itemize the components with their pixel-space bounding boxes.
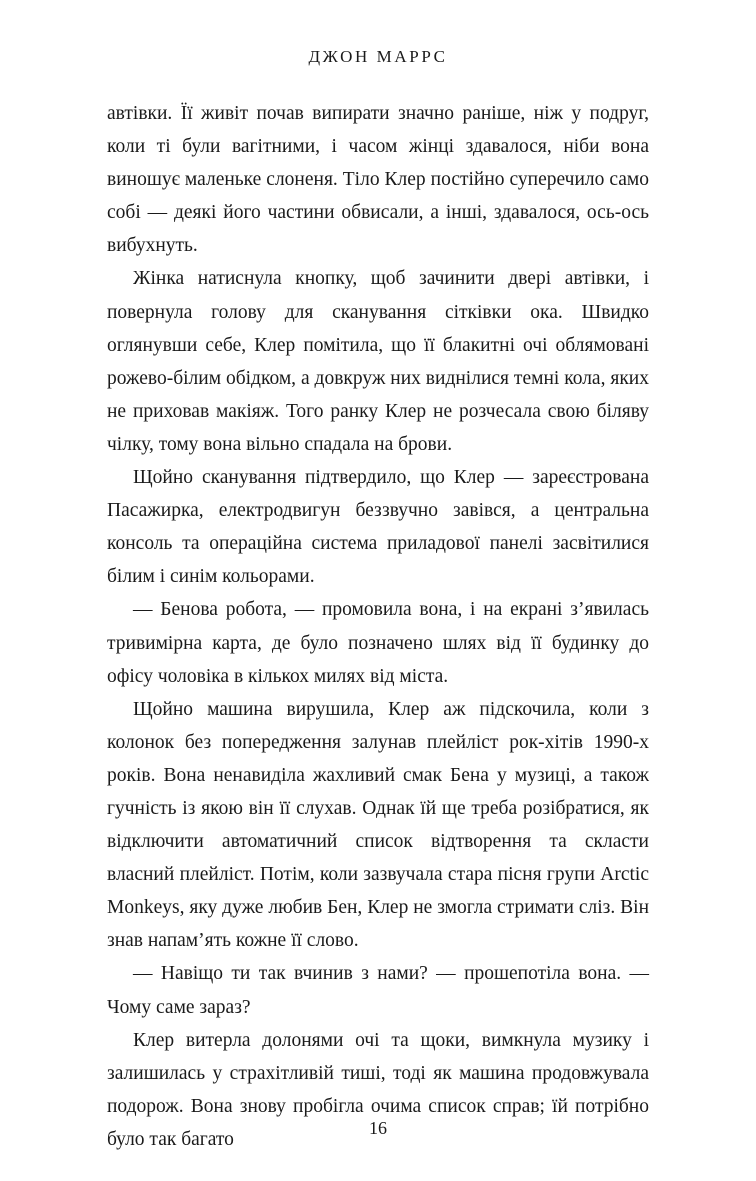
paragraph: Щойно машина вирушила, Клер аж підскочила, коли з колонок без попередження залунав плейліст рок-хітів 1990-х років. Вона ненавиділа жахливий смак Бена у музиці, а також гучність із якою він її слухав. Однак їй ще треба розібратися, як відключити автоматичний список відтворення та скласти власний плейліст. Потім, коли зазвучала стара пісня групи Arctic Monkeys, яку дуже любив Бен, Клер не змогла стримати сліз. Він знав напам’ять кожне її слово. bbox=[107, 698, 649, 952]
running-head: ДЖОН МАРРС bbox=[308, 47, 448, 66]
paragraph: Клер витерла долонями очі та щоки, вимкнула музику і залишилась у страхітливій тиші, тоді як машина продовжувала подорож. Вона знову пробігла очима список справ; їй потрібно було так багато bbox=[107, 1029, 649, 1150]
body-text bbox=[107, 97, 649, 1156]
paragraph-continued: автівки. Її живіт почав випирати значно раніше, ніж у подруг, коли ті були вагітними, і часом жінці здавалося, ніби вона виношує маленьке слоненя. Тіло Клер постійно суперечило само собі — деякі його частини обвисали, а інші, здавалося, ось-ось вибухнуть. bbox=[107, 103, 649, 257]
paragraph-dialogue: — Бенова робота, — промовила вона, і на екрані з’явилась тривимірна карта, де було позначено шлях від її будинку до офісу чоловіка в кількох милях від міста. bbox=[107, 599, 649, 687]
paragraph: Жінка натиснула кнопку, щоб зачинити двері автівки, і повернула голову для сканування сітківки ока. Швидко оглянувши себе, Клер помітила, що її блакитні очі облямовані рожево-білим обідком, а довкруж них виднілися темні кола, яких не приховав макіяж. Того ранку Клер не розчесала свою біляву чілку, тому вона вільно спадала на брови. bbox=[107, 268, 649, 455]
page-number: 16 bbox=[369, 1118, 387, 1138]
paragraph: Щойно сканування підтвердило, що Клер — зареєстрована Пасажирка, електродвигун беззвучно завівся, а центральна консоль та операційна система приладової панелі засвітилися білим і синім кольорами. bbox=[107, 467, 649, 588]
paragraph-dialogue: — Навіщо ти так вчинив з нами? — прошепотіла вона. — Чому саме зараз? bbox=[107, 963, 649, 1018]
